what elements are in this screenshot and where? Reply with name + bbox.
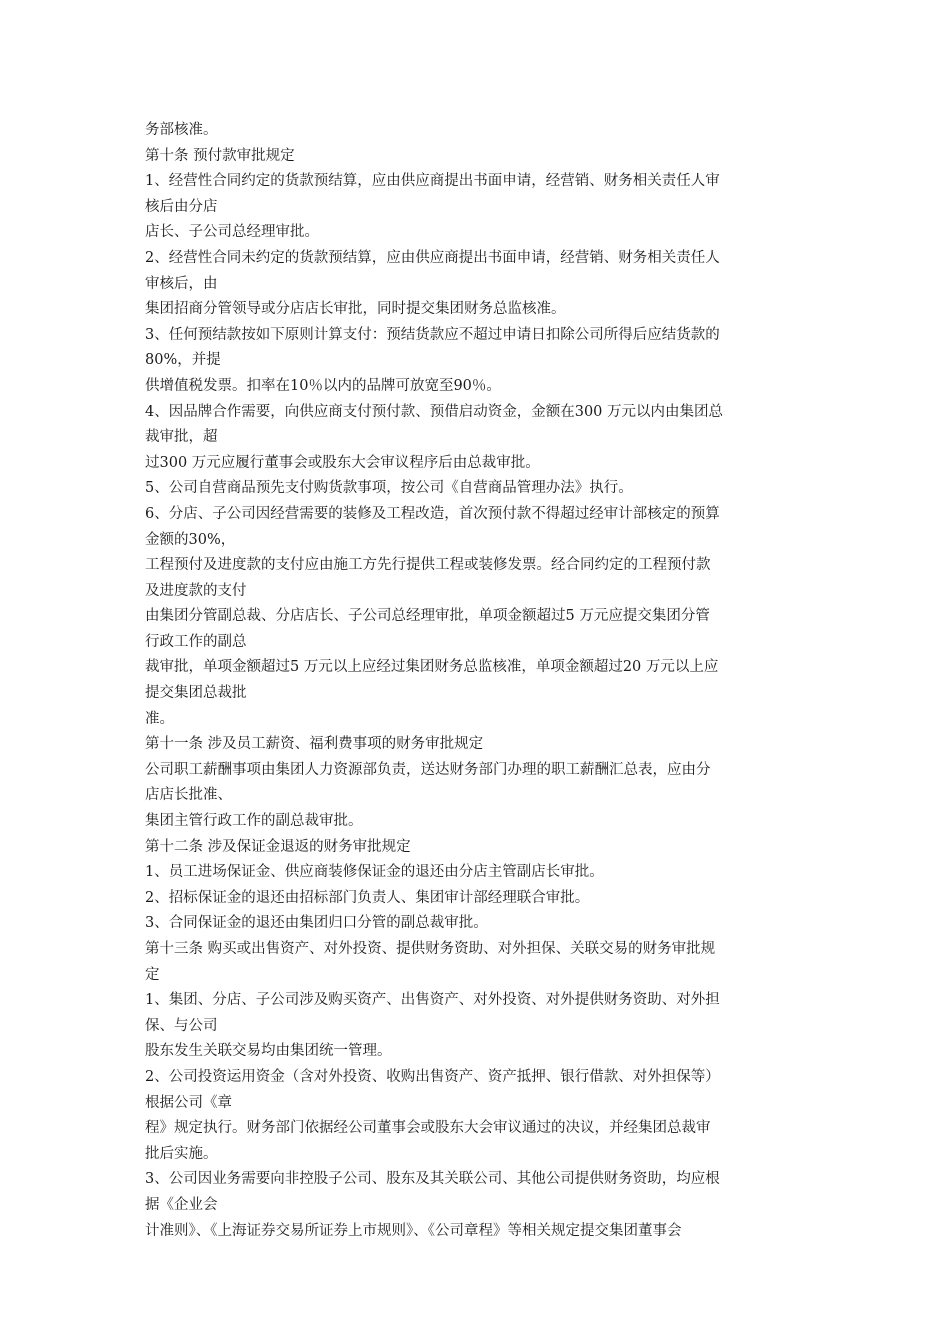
text-line: 3、公司因业务需要向非控股子公司、股东及其关联公司、其他公司提供财务资助，均应根 xyxy=(145,1171,720,1188)
document-body xyxy=(145,118,810,1244)
section-heading: 第十三条 购买或出售资产、对外投资、提供财务资助、对外担保、关联交易的财务审批规 xyxy=(145,941,716,957)
text-line: 核后由分店 xyxy=(145,198,218,215)
text-line: 金额的30%， xyxy=(145,531,236,548)
text-line: 店长、子公司总经理审批。 xyxy=(145,224,319,241)
text-line: 务部核准。 xyxy=(145,122,218,138)
section-heading: 定 xyxy=(145,966,160,983)
text-line: 裁审批，单项金额超过5 万元以上应经过集团财务总监核准，单项金额超过20 万元以上应 xyxy=(145,659,719,676)
text-line: 由集团分管副总裁、分店店长、子公司总经理审批，单项金额超过5 万元应提交集团分管 xyxy=(145,608,710,625)
text-line: 保、与公司 xyxy=(145,1017,218,1034)
text-line: 6、分店、子公司因经营需要的装修及工程改造，首次预付款不得超过经审计部核定的预算 xyxy=(145,505,720,522)
section-heading: 第十条 预付款审批规定 xyxy=(145,147,295,164)
text-line: 80%，并提 xyxy=(145,352,221,369)
text-line: 2、经营性合同未约定的货款预结算，应由供应商提出书面申请，经营销、财务相关责任人 xyxy=(145,249,720,266)
section-heading: 第十一条 涉及员工薪资、福利费事项的财务审批规定 xyxy=(145,736,484,753)
text-line: 公司职工薪酬事项由集团人力资源部负责，送达财务部门办理的职工薪酬汇总表，应由分 xyxy=(145,761,711,778)
text-line: 4、因品牌合作需要，向供应商支付预付款、预借启动资金，金额在300 万元以内由集团总 xyxy=(145,403,724,420)
text-line: 裁审批，超 xyxy=(145,429,218,446)
text-line: 据《企业会 xyxy=(145,1196,218,1213)
text-line: 计准则》、《上海证券交易所证券上市规则》、《公司章程》等相关规定提交集团董事会 xyxy=(145,1222,682,1239)
text-line: 工程预付及进度款的支付应由施工方先行提供工程或装修发票。经合同约定的工程预付款 xyxy=(145,557,711,574)
text-line: 3、合同保证金的退还由集团归口分管的副总裁审批。 xyxy=(145,915,488,932)
text-line: 1、经营性合同约定的货款预结算，应由供应商提出书面申请，经营销、财务相关责任人审 xyxy=(145,173,720,190)
text-line: 提交集团总裁批 xyxy=(145,685,247,702)
text-line: 集团招商分管领导或分店店长审批，同时提交集团财务总监核准。 xyxy=(145,301,566,318)
text-line: 1、集团、分店、子公司涉及购买资产、出售资产、对外投资、对外提供财务资助、对外担 xyxy=(145,992,720,1009)
text-line: 店店长批准、 xyxy=(145,787,232,804)
text-line: 审核后，由 xyxy=(145,275,218,292)
text-line: 准。 xyxy=(145,710,174,727)
section-heading: 第十二条 涉及保证金退返的财务审批规定 xyxy=(145,838,411,855)
text-line: 1、员工进场保证金、供应商装修保证金的退还由分店主管副店长审批。 xyxy=(145,864,604,881)
text-line: 根据公司《章 xyxy=(145,1094,232,1111)
text-line: 过300 万元应履行董事会或股东大会审议程序后由总裁审批。 xyxy=(145,454,540,471)
text-line: 股东发生关联交易均由集团统一管理。 xyxy=(145,1043,392,1060)
text-line: 行政工作的副总 xyxy=(145,633,247,650)
text-line: 2、公司投资运用资金（含对外投资、收购出售资产、资产抵押、银行借款、对外担保等） xyxy=(145,1068,720,1085)
text-line: 2、招标保证金的退还由招标部门负责人、集团审计部经理联合审批。 xyxy=(145,889,590,906)
text-line: 供增值税发票。扣率在10％以内的品牌可放宽至90％。 xyxy=(145,377,501,394)
text-line: 5、公司自营商品预先支付购货款事项，按公司《自营商品管理办法》执行。 xyxy=(145,480,633,497)
text-line: 3、任何预结款按如下原则计算支付：预结货款应不超过申请日扣除公司所得后应结货款的 xyxy=(145,326,720,343)
text-line: 及进度款的支付 xyxy=(145,582,247,599)
text-line: 程》规定执行。财务部门依据经公司董事会或股东大会审议通过的决议，并经集团总裁审 xyxy=(145,1120,711,1137)
text-line: 集团主管行政工作的副总裁审批。 xyxy=(145,813,363,830)
text-line: 批后实施。 xyxy=(145,1145,218,1162)
